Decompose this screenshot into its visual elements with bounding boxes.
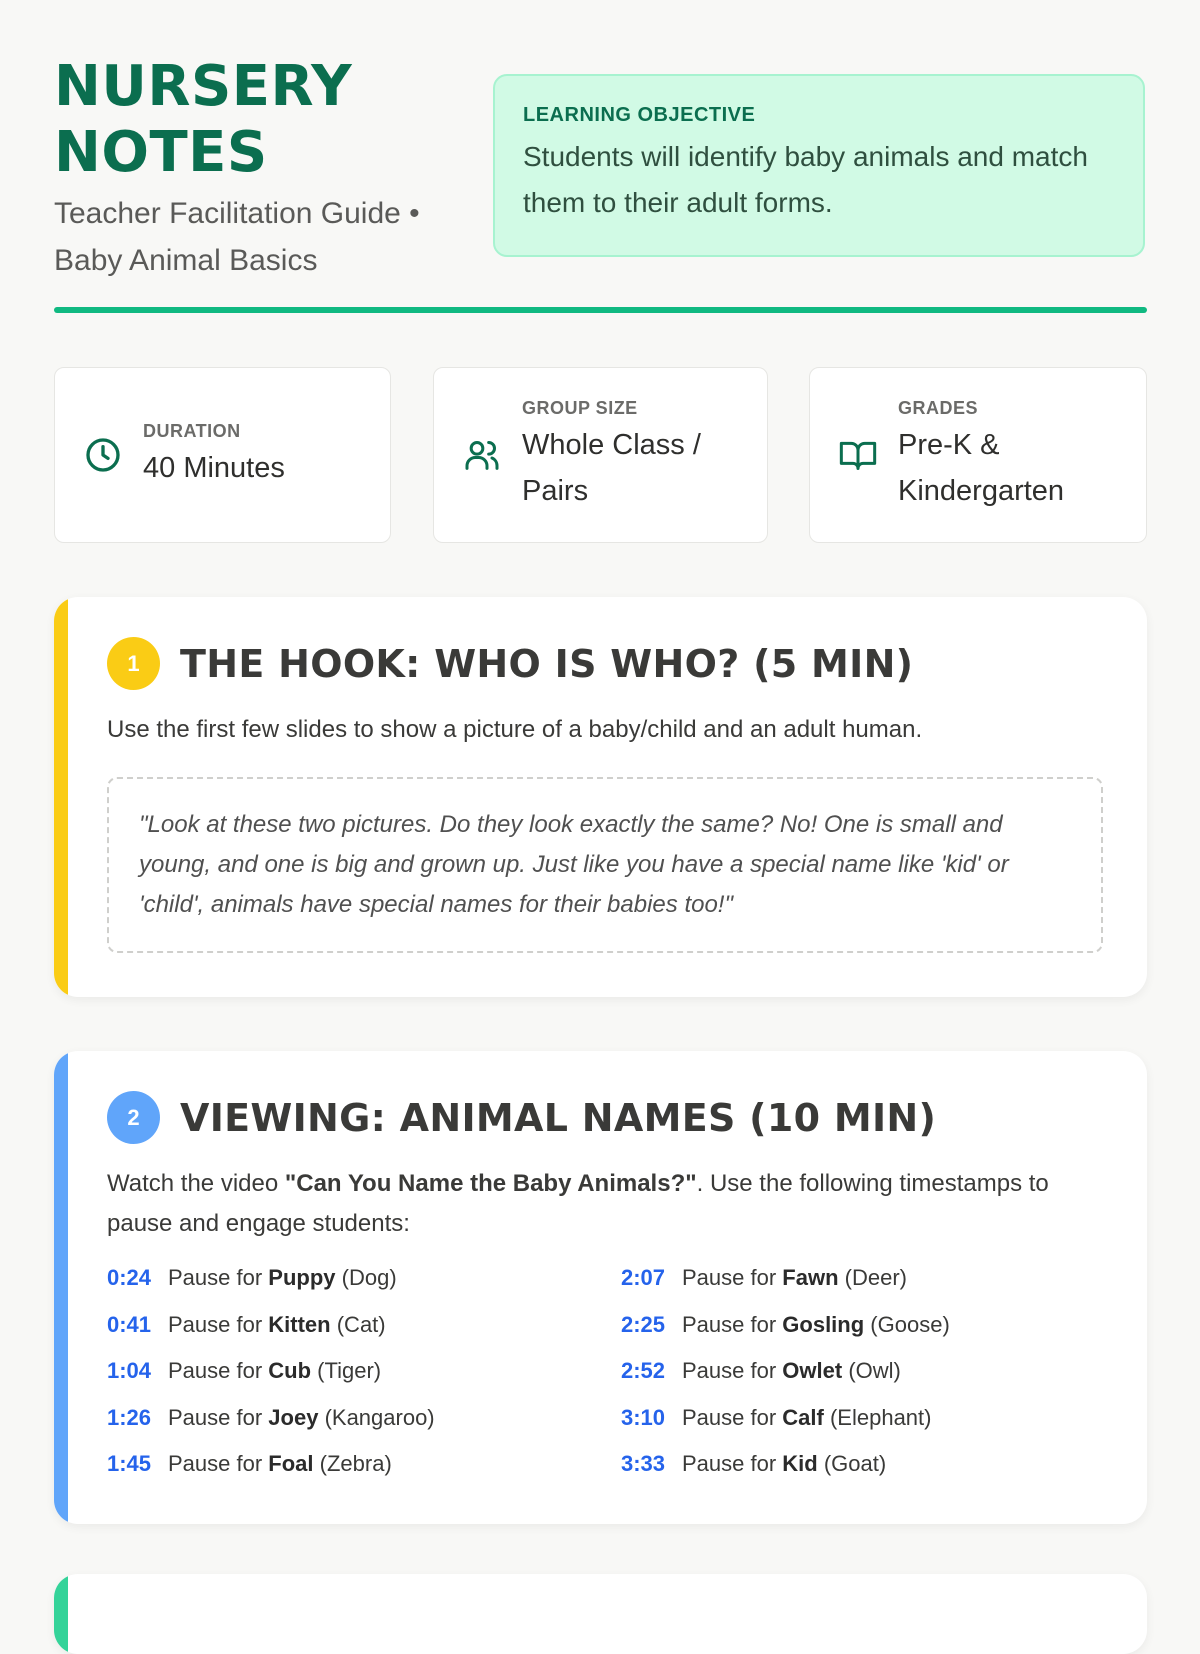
adult-animal-name: (Cat) — [336, 1311, 386, 1337]
grades-label: GRADES — [898, 398, 979, 418]
timestamp-description — [168, 1263, 397, 1293]
baby-animal-name: Puppy — [268, 1265, 336, 1290]
timestamp-description — [682, 1449, 886, 1479]
timestamp: 1:04 — [107, 1358, 152, 1383]
objective-label: LEARNING OBJECTIVE — [523, 104, 756, 126]
brand — [54, 54, 474, 284]
timestamp: 2:25 — [621, 1311, 666, 1337]
grades-card — [809, 367, 1147, 543]
timestamp-row — [107, 1356, 587, 1403]
timestamp-list-left — [107, 1263, 587, 1496]
section-description — [107, 1164, 1092, 1244]
page-subtitle: Teacher Facilitation Guide • Baby Animal Basics — [54, 197, 420, 277]
grades-value: Pre-K & Kindergarten — [898, 429, 1065, 507]
baby-animal-name: Kid — [782, 1451, 818, 1476]
adult-animal-name: (Goat) — [823, 1451, 887, 1476]
info-cards — [54, 367, 1147, 543]
section-next-partial — [54, 1574, 1147, 1654]
timestamp-row — [621, 1449, 1101, 1496]
learning-objective-box — [493, 74, 1145, 257]
duration-value: 40 Minutes — [143, 452, 285, 484]
section-accent-bar — [54, 597, 68, 997]
title-line-2: NOTES — [54, 120, 268, 185]
timestamp-row — [107, 1403, 587, 1450]
timestamp-row — [107, 1263, 587, 1310]
timestamp: 2:07 — [621, 1265, 666, 1290]
baby-animal-name: Foal — [268, 1451, 314, 1476]
section-description: Use the first few slides to show a picture of a baby/child and an adult human. — [107, 716, 923, 743]
duration-label: DURATION — [143, 421, 241, 441]
timestamp-row — [621, 1403, 1101, 1450]
baby-animal-name: Owlet — [782, 1358, 843, 1383]
timestamp-description — [682, 1403, 931, 1433]
adult-animal-name: (Kangaroo) — [324, 1404, 435, 1430]
adult-animal-name: (Zebra) — [319, 1451, 392, 1476]
timestamp: 1:45 — [107, 1451, 152, 1476]
baby-animal-name: Fawn — [782, 1265, 839, 1290]
timestamp-row — [621, 1310, 1101, 1357]
baby-animal-name: Calf — [782, 1404, 824, 1430]
description-text: . Use the following timestamps to pause and engage students: — [107, 1170, 1049, 1237]
objective-text: Students will identify baby animals and match them to their adult forms. — [523, 141, 1088, 218]
pause-prefix: Pause for — [682, 1358, 783, 1383]
timestamp: 0:24 — [107, 1265, 152, 1290]
pause-prefix: Pause for — [682, 1404, 783, 1430]
timestamp: 1:26 — [107, 1404, 152, 1430]
clock-icon — [83, 435, 123, 475]
header-divider — [54, 307, 1147, 313]
adult-animal-name: (Owl) — [848, 1358, 901, 1383]
timestamp-row — [621, 1263, 1101, 1310]
timestamp-list-right — [621, 1263, 1101, 1496]
group-size-card — [433, 367, 768, 543]
timestamp-description — [168, 1356, 381, 1386]
step-number-badge: 2 — [107, 1091, 160, 1144]
header — [54, 0, 1147, 314]
step-number-badge: 1 — [107, 637, 160, 690]
adult-animal-name: (Elephant) — [829, 1404, 932, 1430]
users-icon — [462, 435, 502, 475]
timestamp: 3:10 — [621, 1404, 666, 1430]
pause-prefix: Pause for — [168, 1451, 269, 1476]
group-size-value: Whole Class / Pairs — [522, 429, 701, 507]
timestamp: 2:52 — [621, 1358, 666, 1383]
timestamp-description — [168, 1449, 392, 1479]
section-header — [107, 637, 913, 690]
timestamp-description — [682, 1310, 950, 1340]
pause-prefix: Pause for — [168, 1311, 269, 1337]
baby-animal-name: Gosling — [782, 1311, 865, 1337]
pause-prefix: Pause for — [682, 1265, 783, 1290]
title-line-1: NURSERY — [54, 54, 353, 119]
section-title: THE HOOK: WHO IS WHO? (5 MIN) — [180, 641, 914, 686]
baby-animal-name: Kitten — [268, 1311, 331, 1337]
pause-prefix: Pause for — [682, 1451, 783, 1476]
timestamp: 3:33 — [621, 1451, 666, 1476]
timestamp-row — [107, 1310, 587, 1357]
pause-prefix: Pause for — [168, 1265, 269, 1290]
section-hook — [54, 597, 1147, 997]
duration-card — [54, 367, 391, 543]
page — [54, 0, 1147, 1476]
timestamp-description — [168, 1310, 386, 1340]
adult-animal-name: (Deer) — [844, 1265, 907, 1290]
pause-prefix: Pause for — [168, 1404, 269, 1430]
adult-animal-name: (Goose) — [870, 1311, 950, 1337]
timestamp-description — [168, 1403, 435, 1433]
baby-animal-name: Cub — [268, 1358, 312, 1383]
group-size-label: GROUP SIZE — [522, 398, 638, 418]
timestamp-description — [682, 1263, 907, 1293]
teacher-script-quote: "Look at these two pictures. Do they look exactly the same? No! One is small and young, and one is big and grown up. Just like you have a special name like 'kid' or 'child', animals have special names for their babies too!" — [107, 777, 1103, 953]
baby-animal-name: Joey — [268, 1404, 319, 1430]
description-text: Watch the video — [107, 1170, 285, 1197]
adult-animal-name: (Tiger) — [317, 1358, 382, 1383]
pause-prefix: Pause for — [682, 1311, 783, 1337]
pause-prefix: Pause for — [168, 1358, 269, 1383]
section-accent-bar — [54, 1574, 68, 1654]
adult-animal-name: (Dog) — [341, 1265, 397, 1290]
video-title: "Can You Name the Baby Animals?" — [284, 1170, 697, 1197]
section-title: VIEWING: ANIMAL NAMES (10 MIN) — [180, 1095, 937, 1140]
book-icon — [838, 435, 878, 475]
page-title — [54, 54, 474, 186]
timestamp-description — [682, 1356, 901, 1386]
section-viewing — [54, 1051, 1147, 1524]
timestamp: 0:41 — [107, 1311, 152, 1337]
section-accent-bar — [54, 1051, 68, 1524]
timestamp-row — [621, 1356, 1101, 1403]
timestamp-row — [107, 1449, 587, 1496]
section-header — [107, 1091, 936, 1144]
